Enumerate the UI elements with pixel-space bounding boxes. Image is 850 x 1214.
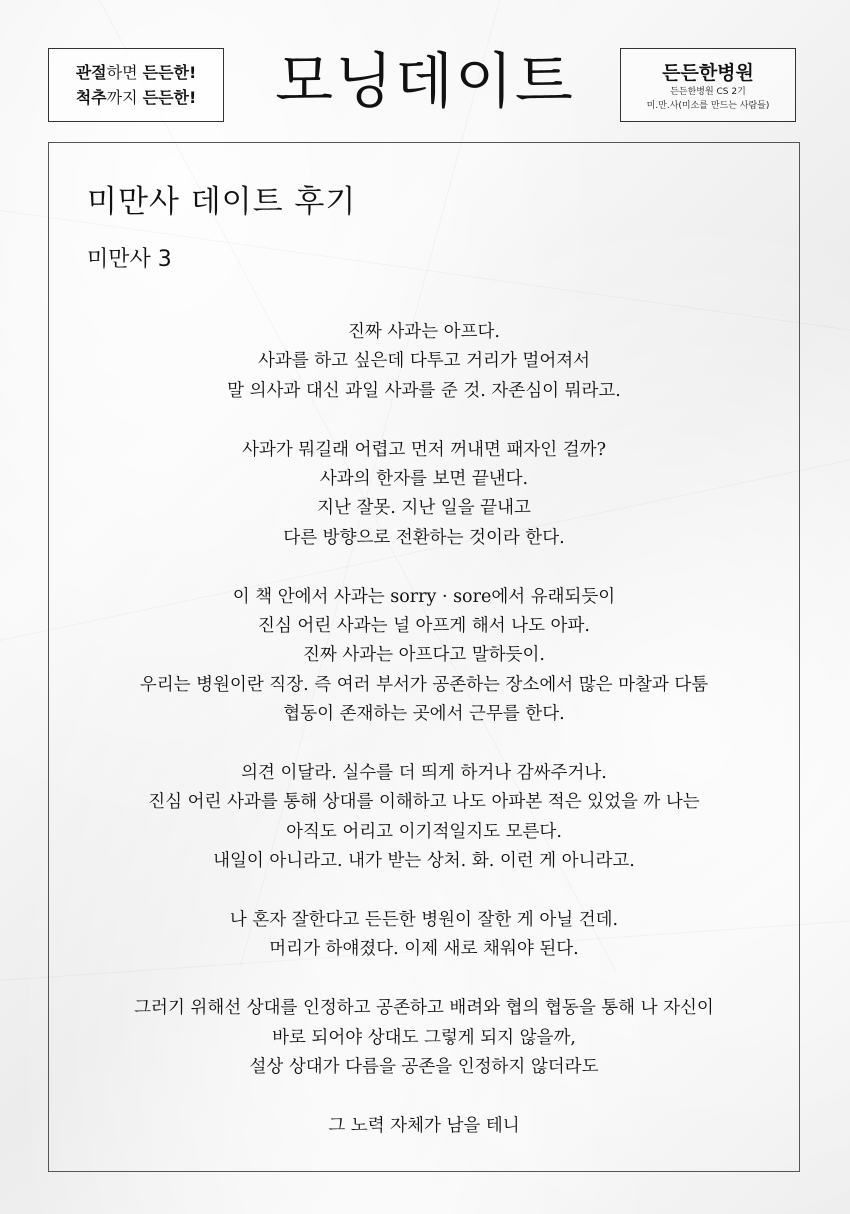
- slogan-line-2: [76, 85, 197, 110]
- brand-subtitle: 미.만.사(미소를 만드는 사람들): [646, 101, 770, 111]
- body-line: 지난 잘못. 지난 일을 끝내고: [317, 498, 531, 519]
- brand-box: [620, 48, 796, 122]
- brand-name: 든든한병원: [662, 62, 754, 84]
- body-line: 진짜 사과는 아프다고 말하듯이.: [302, 645, 545, 666]
- body-line: 설상 상대가 다름을 공존을 인정하지 않더라도: [249, 1057, 599, 1078]
- body-line: 진심 어린 사과는 널 아프게 해서 나도 아파.: [258, 616, 590, 637]
- paragraph-gap: [60, 406, 788, 435]
- paragraph-gap: [60, 1082, 788, 1111]
- body-line: 다른 방향으로 전환하는 것이라 한다.: [283, 527, 565, 548]
- slogan-box: [48, 48, 224, 122]
- slogan-text: 하면: [106, 63, 143, 82]
- paragraph-gap: [60, 553, 788, 582]
- paragraph-gap: [60, 877, 788, 906]
- body-line: 그 노력 자체가 남을 테니: [328, 1115, 520, 1136]
- body-line: 사과가 뭐길래 어렵고 먼저 꺼내면 패자인 걸까?: [242, 439, 606, 460]
- body-line: 진짜 사과는 아프다.: [348, 322, 500, 342]
- article-body: [60, 318, 788, 1141]
- paragraph-gap: [60, 965, 788, 994]
- body-line: 우리는 병원이란 직장. 즉 여러 부서가 공존하는 장소에서 많은 마찰과 다툼: [139, 674, 709, 695]
- body-line: 내일이 아니라고. 내가 받는 상처. 화. 이런 게 아니라고.: [213, 851, 635, 872]
- body-line: 말 의사과 대신 과일 사과를 준 것. 자존심이 뭐라고.: [227, 380, 621, 401]
- article-title: 미만사 데이트 후기: [87, 184, 357, 220]
- slogan-text: 관절: [75, 63, 107, 82]
- article-author: 미만사 3: [87, 247, 172, 272]
- body-line: 사과의 한자를 보면 끝낸다.: [319, 469, 529, 490]
- body-line: 협동이 존재하는 곳에서 근무를 한다.: [283, 704, 565, 725]
- slogan-line-1: [76, 60, 197, 85]
- masthead-title: 모닝데이트: [275, 47, 575, 117]
- body-line: 그러기 위해선 상대를 인정하고 공존하고 배려와 협의 협동을 통해 나 자신이: [134, 998, 714, 1019]
- body-line: 머리가 하얘졌다. 이제 새로 채워야 된다.: [269, 939, 579, 960]
- paragraph-gap: [60, 730, 788, 759]
- slogan-text: 든든한!: [142, 63, 197, 82]
- slogan-text: 까지: [106, 88, 143, 107]
- body-line: 나 혼자 잘한다고 든든한 병원이 잘한 게 아닐 건데.: [229, 910, 619, 931]
- body-line: 의견 이달라. 실수를 더 띄게 하거나 감싸주거나.: [241, 763, 607, 784]
- slogan-text: 척추: [75, 88, 107, 107]
- brand-subtitle: 든든한병원 CS 2기: [670, 87, 746, 97]
- body-line: 아직도 어리고 이기적일지도 모른다.: [286, 821, 562, 842]
- body-line: 바로 되어야 상대도 그렇게 되지 않을까,: [272, 1027, 576, 1048]
- body-line: 진심 어린 사과를 통해 상대를 이해하고 나도 아파본 적은 있었을 까 나는: [148, 792, 700, 813]
- body-line: 이 책 안에서 사과는 sorry · sore에서 유래되듯이: [232, 586, 616, 607]
- body-line: 사과를 하고 싶은데 다투고 거리가 멀어져서: [257, 351, 591, 372]
- slogan-text: 든든한!: [142, 88, 197, 107]
